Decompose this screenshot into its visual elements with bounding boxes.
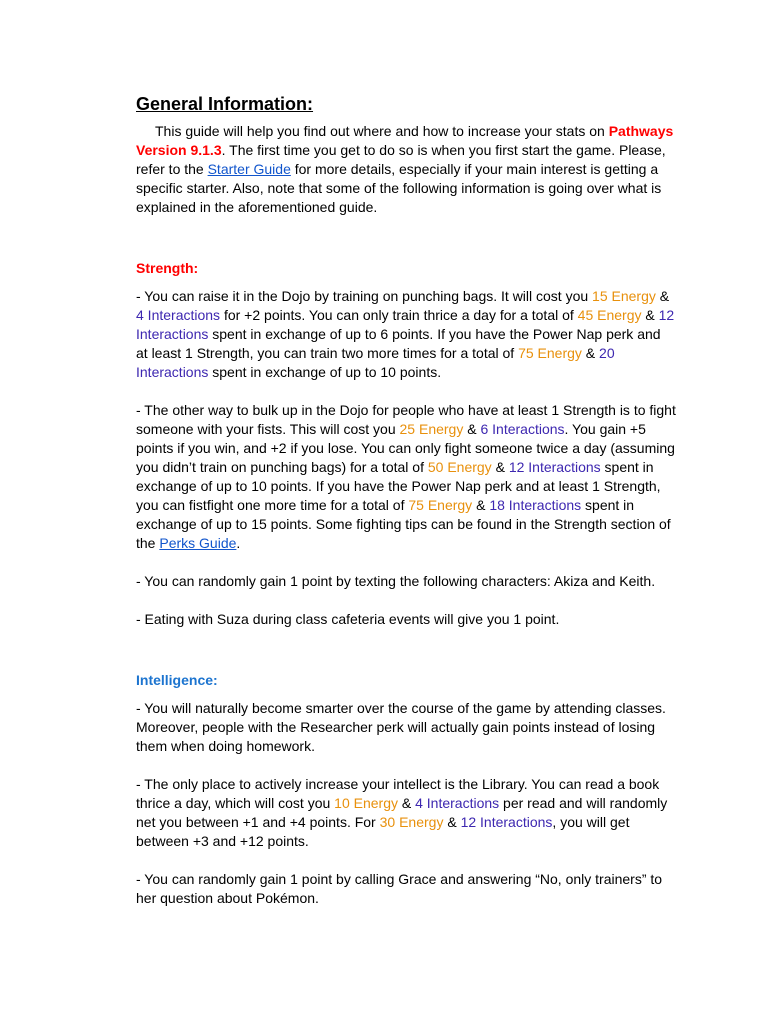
interactions-cost: 12 Interactions bbox=[508, 459, 601, 475]
version-label: Pathways Version 9.1.3 bbox=[136, 123, 674, 158]
perks-guide-link[interactable]: Perks Guide bbox=[159, 535, 237, 551]
energy-cost: 30 Energy bbox=[379, 814, 444, 830]
strength-heading: Strength: bbox=[136, 260, 199, 276]
body-text: - The other way to bulk up in the Dojo for people who have at least 1 Strength is to fight someone with your fists. This will cost you bbox=[136, 402, 676, 437]
strength-paragraph-4: - Eating with Suza during class cafeteria events will give you 1 point. bbox=[136, 611, 560, 627]
body-text: . You gain +5 points if you win, and +2 if you lose. You can only fight someone twice a day (assuming you didn’t train on punching bags) for a total of bbox=[136, 421, 675, 475]
body-text: & bbox=[472, 497, 490, 513]
body-text: , you will get between +3 and +12 points. bbox=[136, 814, 630, 849]
body-text: spent in exchange of up to 10 points. bbox=[208, 364, 442, 380]
intro-text: This guide will help you find out where and how to increase your stats on bbox=[155, 123, 609, 139]
intelligence-paragraph-3: - You can randomly gain 1 point by calling Grace and answering “No, only trainers” to her question about Pokémon. bbox=[136, 871, 663, 906]
energy-cost: 45 Energy bbox=[577, 307, 642, 323]
body-text: spent in exchange of up to 10 points. If you have the Power Nap perk and at least 1 Strength, you can fistfight one more time for a total of bbox=[136, 459, 661, 513]
starter-guide-link[interactable]: Starter Guide bbox=[207, 161, 291, 177]
body-text: & bbox=[641, 307, 659, 323]
body-text: & bbox=[463, 421, 481, 437]
body-text: & bbox=[443, 814, 461, 830]
body-text: & bbox=[655, 288, 670, 304]
body-text: spent in exchange of up to 6 points. If you have the Power Nap perk and at least 1 Strength, you can train two more times for a total of bbox=[136, 326, 661, 361]
interactions-cost: 20 Interactions bbox=[136, 345, 615, 380]
interactions-cost: 12 Interactions bbox=[136, 307, 675, 342]
interactions-cost: 12 Interactions bbox=[460, 814, 553, 830]
strength-paragraph-3: - You can randomly gain 1 point by texting the following characters: Akiza and Keith. bbox=[136, 573, 656, 589]
intelligence-heading: Intelligence: bbox=[136, 672, 218, 688]
page-title: General Information: bbox=[136, 94, 314, 114]
body-text: for +2 points. You can only train thrice a day for a total of bbox=[220, 307, 578, 323]
body-text: & bbox=[491, 459, 509, 475]
interactions-cost: 18 Interactions bbox=[489, 497, 582, 513]
intelligence-paragraph-2 bbox=[136, 775, 676, 851]
body-text: per read and will randomly net you between +1 and +4 points. For bbox=[136, 795, 668, 830]
document-body bbox=[136, 92, 676, 908]
strength-paragraph-2 bbox=[136, 401, 676, 553]
energy-cost: 10 Energy bbox=[334, 795, 398, 811]
body-text: - The only place to actively increase your intellect is the Library. You can read a book thrice a day, which will cost you bbox=[136, 776, 660, 811]
energy-cost: 75 Energy bbox=[408, 497, 473, 513]
energy-cost: 25 Energy bbox=[399, 421, 464, 437]
body-text: & bbox=[397, 795, 416, 811]
intro-text: for more details, especially if your main interest is getting a specific starter. Also, note that some of the following information is going over what is explained in the aforementioned guide. bbox=[136, 161, 662, 215]
body-text: - You can raise it in the Dojo by training on punching bags. It will cost you bbox=[136, 288, 593, 304]
energy-cost: 75 Energy bbox=[518, 345, 582, 361]
energy-cost: 15 Energy bbox=[592, 288, 656, 304]
intro-text: . The first time you get to do so is when you first start the game. Please, refer to the bbox=[136, 142, 666, 177]
interactions-cost: 4 Interactions bbox=[136, 307, 221, 323]
interactions-cost: 6 Interactions bbox=[480, 421, 565, 437]
intelligence-paragraph-1: - You will naturally become smarter over the course of the game by attending classes. Moreover, people with the Researcher perk will actually gain points instead of losing them when doing homework. bbox=[136, 700, 666, 754]
body-text: spent in exchange of up to 15 points. Some fighting tips can be found in the Strength section of the bbox=[136, 497, 671, 551]
intro-paragraph bbox=[136, 122, 676, 217]
strength-paragraph-1 bbox=[136, 287, 676, 382]
energy-cost: 50 Energy bbox=[427, 459, 492, 475]
body-text: . bbox=[236, 535, 241, 551]
interactions-cost: 4 Interactions bbox=[415, 795, 500, 811]
body-text: & bbox=[581, 345, 600, 361]
